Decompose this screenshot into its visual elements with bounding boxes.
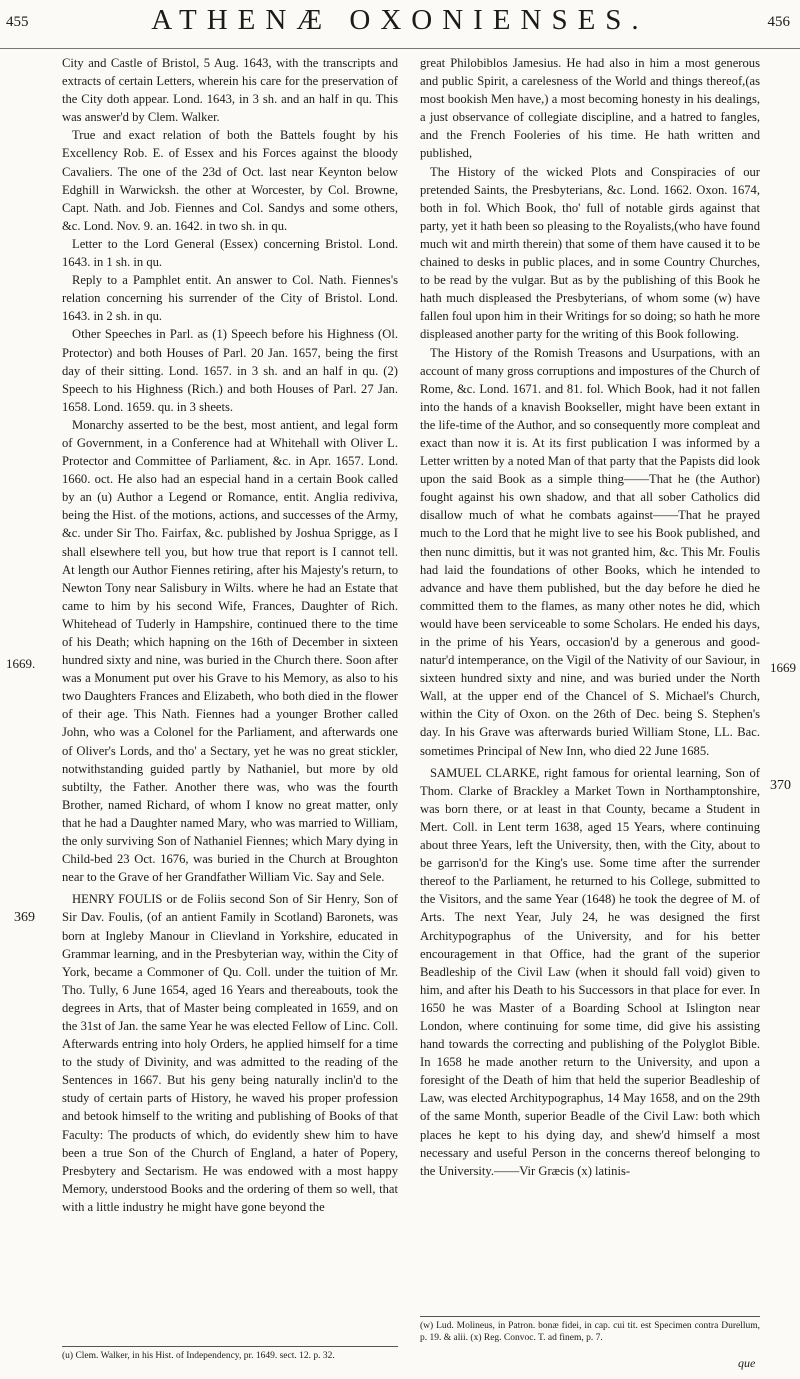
margin-year-right: 1669: [770, 660, 796, 675]
footnote-rule-right: [420, 1316, 760, 1317]
paragraph: great Philobiblos Jamesius. He had also in him a most generous and public Spirit, a carelesness of the World and things thereof,(as most bookish Men have,) a most becoming honesty in his dealings, a just observance of collegiate discipline, and a hatred to fangles, and the French Fooleries of his time. He hath written and published,: [420, 56, 760, 161]
biography-entry: HENRY FOULIS or de Foliis second Son of Sir Henry, Son of Sir Dav. Foulis, (of an antient Family in Scotland) Baronets, was born at Ingleby Manour in Clievland in Yorkshire, educated in Grammar learning, and in the Presbyterian way, within the City of York, became a Commoner of Qu. Coll. under the tuition of Mr. Tho. Tully, 6 June 1654, aged 16 Years and thereabouts, took the degrees in Arts, that of Master being compleated in 1659, and on the 31st of Jan. the same Year he was elected Fellow of Linc. Coll. Afterwards entring into holy Orders, he applied himself for a time to the study of Divinity, and was admitted to the reading of the Sentences in 1667. But his geny being naturally inclin'd to the study of certain parts of History, he waved his proper profession and betook himself to the writing and publishing of Books of that Faculty: The products of which, do evidently shew him to have been a true Son of the Church of England, a hater of Popery, Presbytery and Sectarism. He was endowed with a most happy Memory, understood Books and the ordering of them so well, that with a little industry he might have gone beyond the: [62, 892, 398, 1214]
paragraph: Monarchy asserted to be the best, most antient, and legal form of Government, in a Conference had at Whitehall with Oliver L. Protector and Committee of Parliament, &c. in Apr. 1657. Lond. 1660. oct. He also had an especial hand in a certain Book called by an (u) Author a Legend or Romance, entit. Anglia rediviva, being the Hist. of the motions, actions, and successes of the Army, &c. under Sir Tho. Fairfax, &c. published by Joshua Sprigge, as I shall elsewhere tell you, but how true that report is I cannot tell. At length our Author Fiennes retiring, after his Majesty's return, to Newton Tony near Salisbury in Wilts. where he had an Estate that came to him by his second Wife, Frances, Daughter of Rich. Whitehead of Tuderly in Hampshire, continued there to the time of his Death; which hapning on the 16th of December in sixteen hundred sixty and nine, was buried in the Church there. Soon after was a Monument put over his Grave to his Memory, as also to his two Daughters Frances and Elizabeth, who both died in the flower of their age. This Nath. Fiennes had a younger Brother called John, who was a Colonel for the Parliament, and afterwards one of Oliver's Lords, and tho' a Sectary, yet he was no great stickler, notwithstanding guided partly by Nathaniel, but more by old subtilty, the Father. Another there was, who was the fourth Brother, named Richard, of whom I know no great matter, only that he had a Daughter named Mary, who was married to William, the only surviving Son of Nathaniel Fiennes; which Mary dying in Child-bed 23 Oct. 1676, was buried in the Church at Broughton near to the Grave of her Grandfather William Vic. Say and Sele.: [62, 417, 398, 885]
footnote-left: (u) Clem. Walker, in his Hist. of Independency, pr. 1649. sect. 12. p. 32.: [62, 1351, 335, 1361]
page-number-left: 455: [6, 14, 29, 30]
paragraph: The History of the Romish Treasons and Usurpations, with an account of many gross corruptions and impostures of the Church of Rome, &c. Lond. 1671. and 81. fol. Which Book, had it not fallen into the hands of a knavish Bookseller, might have been extant in the life-time of the Author, and so consequently more compleat and exact than now it is. At its first publication I was informed by a Letter written by a noted Man of that party that the Papists did look upon the said Book as a simple thing——That he (the Author) fought against his own shadow, and that all sober Catholics did disallow much of what he combats against——That he prayed much to the Lord that he might live to see his Book published, and then nunc dimittis, but it was not granted him, &c. This Mr. Foulis had laid the foundations of other Books, which he intended to advance and have them published, but the day before he died he committed them to the flames, as many other notes he did, which would have been serviceable to some Scholars. He ended his days, in the prime of his Years, occasion'd by a generous and good-natur'd intemperance, on the Vigil of the Nativity of our Saviour, in sixteen hundred sixty and nine, and was buried under the North Wall, at the upper end of the Chancel of S. Michael's Church, within the City of Oxon. on the 26th of Dec. being S. Stephen's day. In his Grave was afterwards buried William Stone, LL. Bac. sometimes Principal of New Inn, who died 22 June 1685.: [420, 345, 760, 758]
right-column: [420, 54, 760, 1180]
margin-year-left: 1669.: [6, 656, 36, 671]
paragraph: City and Castle of Bristol, 5 Aug. 1643, with the transcripts and extracts of certain Letters, wherein his care for the preservation of the City doth appear. Lond. 1643, in 3 sh. and an half in qu. This was answer'd by Clem. Walker.: [62, 56, 398, 125]
footnote-rule-left: [62, 1346, 398, 1347]
paragraph: The History of the wicked Plots and Conspiracies of our pretended Saints, the Presbyterians, &c. Lond. 1662. Oxon. 1674, both in fol. Which Book, tho' full of notable girds against that party, yet it hath been so pleasing to the Royalists,(who have found much wit and mirth therein) that some of them have caused it to be chained to desks in public places, and in some Country Churches, to be read by the vulgar. But as by the publishing of this Book he hath much displeased the Presbyterians, of whom some (w) have fallen foul upon him in their Writings for so doing; so hath he more displeased another party for the writing of this Book following.: [420, 164, 760, 342]
footnote-right: (w) Lud. Molineus, in Patron. bonæ fidei, in cap. cui tit. est Specimen contra Durellum, p. 19. & alii. (x) Reg. Convoc. T. ad finem, p. 7.: [420, 1321, 760, 1343]
paragraph: True and exact relation of both the Battels fought by his Excellency Rob. E. of Essex and his Forces against the bloody Cavaliers. The one of the 23d of Oct. last near Keynton below Edghill in Warwicksh. the other at Worcester, by Col. Browne, Capt. Nath. and Job. Fiennes and Col. Sandys and some others, &c. Lond. Nov. 9. an. 1642. in two sh. in qu.: [62, 128, 398, 233]
biography-entry: SAMUEL CLARKE, right famous for oriental learning, Son of Thom. Clarke of Brackley a Market Town in Northamptonshire, was born there, or at least in that County, became a Student in Mert. Coll. in Lent term 1638, aged 15 Years, where continuing about three Years, left the University, then, with the City, about to be garrison'd for the King's use. Some time after the surrender thereof to the Parliament, he returned to his College, submitted to the Visitors, and the same Year (1648) he took the degree of M. of Arts. The next Year, July 24, he was designed the first Architypographus of the University, and for his better encouragement in that Office, had the grant of the superior Beadleship of the Civil Law (when it should fall void) given to him, and after his Death to his Successors in that place for ever. In 1650 he was Master of a Boarding School at Islington near London, where continuing for some time, did give his assisting hand towards the correcting and publishing of the Polyglot Bible. In 1658 he made another return to the University, and upon a foresight of the Death of him that held the superior Beadleship of Law, was elected Architypographus, 14 May 1658, and on the 29th of the same Month, superior Beadle of the Civil Law: both which places he kept to his dying day, and shew'd himself a most necessary and useful Person in the concerns thereof belonging to the University.——Vir Græcis (x) latinis-: [420, 765, 760, 1178]
margin-entry-number-right: 370: [770, 778, 791, 793]
left-column: [62, 54, 398, 1216]
page-number-right: 456: [767, 14, 790, 30]
margin-entry-number-left: 369: [14, 910, 35, 925]
catchword: que: [738, 1356, 756, 1370]
page-header: [0, 0, 800, 49]
running-title: ATHENÆ OXONIENSES.: [151, 4, 649, 36]
paragraph: Reply to a Pamphlet entit. An answer to Col. Nath. Fiennes's relation concerning his surrender of the City of Bristol. Lond. 1643. in 2 sh. in qu.: [62, 273, 398, 324]
paragraph: Other Speeches in Parl. as (1) Speech before his Highness (Ol. Protector) and both Houses of Parl. 20 Jan. 1657, being the first day of their sitting. Lond. 1657. in 3 sh. and an half in qu. (2) Speech to his Highness (Rich.) and both Houses of Parl. 27 Jan. 1658. Lond. 1659. qu. in 3 sheets.: [62, 327, 398, 414]
paragraph: Letter to the Lord General (Essex) concerning Bristol. Lond. 1643. in 1 sh. in qu.: [62, 236, 398, 270]
